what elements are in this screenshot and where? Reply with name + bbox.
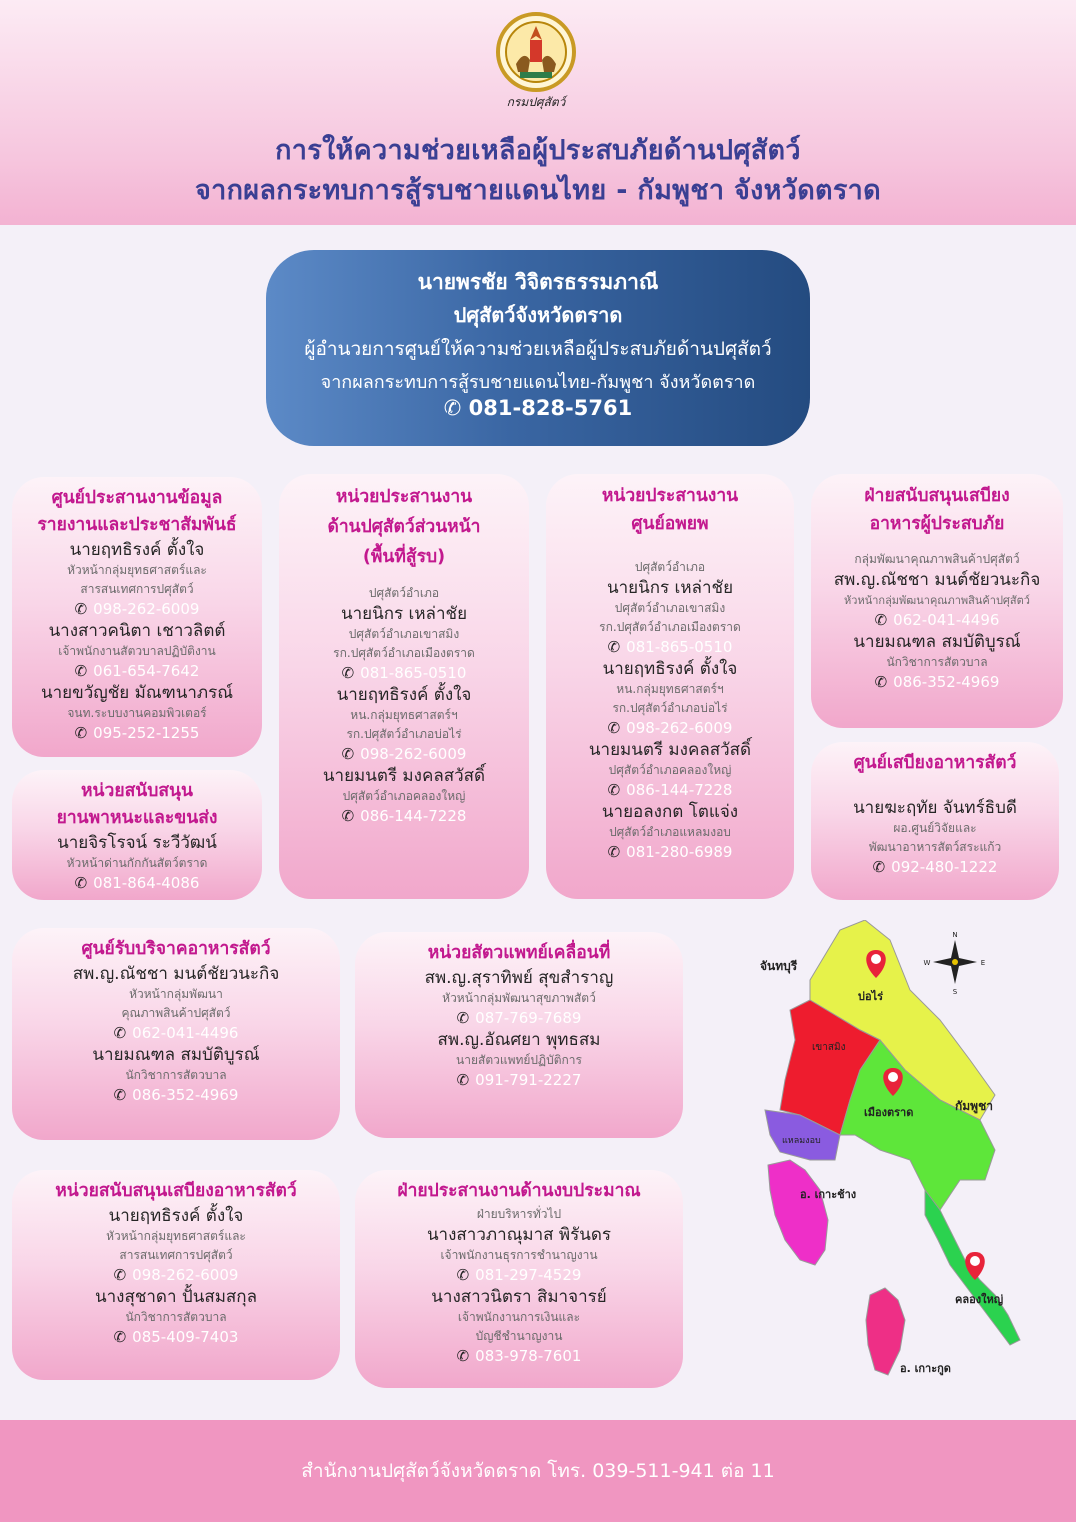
phone-link[interactable] [811, 610, 1063, 631]
director-description-2: จากผลกระทบการสู้รบชายแดนไทย-กัมพูชา จังหวัดตราด [320, 372, 756, 393]
phone-icon: ✆ [74, 600, 88, 618]
person-position: เจ้าพนักงานสัตวบาลปฏิบัติงาน [58, 644, 216, 658]
phone-link[interactable] [12, 1085, 340, 1106]
person-name: นายมณฑล สมบัติบูรณ์ [853, 632, 1021, 652]
person-position: รก.ปศุสัตว์อำเภอบ่อไร่ [612, 701, 728, 715]
person-name: นายจิรโรจน์ ระวีวัฒน์ [57, 833, 217, 853]
box-title [811, 750, 1059, 777]
map-label-kokut: อ. เกาะกูด [900, 1362, 951, 1375]
phone-link[interactable] [811, 672, 1063, 693]
phone-link[interactable] [12, 723, 262, 744]
map-label-laemngop: แหลมงอบ [782, 1136, 821, 1146]
box-title-line: หน่วยสนับสนุน [81, 781, 193, 801]
person-position: รก.ปศุสัตว์อำเภอบ่อไร่ [346, 727, 462, 741]
phone-icon: ✆ [74, 724, 88, 742]
person-position: หัวหน้าด่านกักกันสัตว์ตราด [66, 856, 208, 870]
animal-feed-support-box [12, 1170, 340, 1380]
person-position: จนท.ระบบงานคอมพิวเตอร์ [67, 706, 207, 720]
box-title [355, 940, 683, 967]
group-header: กลุ่มพัฒนาคุณภาพสินค้าปศุสัตว์ [854, 552, 1020, 566]
compass-n: N [952, 931, 958, 939]
spacer [546, 538, 794, 558]
phone-link[interactable] [355, 1070, 683, 1091]
box-title [355, 1178, 683, 1205]
phone-link[interactable] [279, 744, 529, 765]
phone-number: 098-262-6009 [132, 1266, 239, 1284]
phone-icon: ✆ [456, 1347, 470, 1365]
phone-link[interactable] [355, 1265, 683, 1286]
spacer [811, 538, 1063, 550]
director-card [266, 250, 810, 446]
phone-link[interactable] [279, 663, 529, 684]
phone-number: 098-262-6009 [360, 745, 467, 763]
person-position: นักวิชาการสัตวบาล [125, 1310, 227, 1324]
phone-icon: ✆ [874, 673, 888, 691]
phone-number: 087-769-7689 [475, 1009, 582, 1027]
person-position: หัวหน้ากลุ่มพัฒนาสุขภาพสัตว์ [442, 991, 596, 1005]
phone-icon: ✆ [341, 664, 355, 682]
phone-icon: ✆ [113, 1328, 127, 1346]
person-name: นายฤทธิรงค์ ตั้งใจ [336, 685, 472, 705]
map-label-mueang: เมืองตราด [864, 1106, 914, 1119]
trat-province-map [740, 920, 1060, 1390]
phone-number: 081-865-0510 [626, 638, 733, 656]
animal-feed-center-box [811, 742, 1059, 900]
phone-link[interactable] [12, 661, 262, 682]
phone-number: 095-252-1255 [93, 724, 200, 742]
phone-number: 086-352-4969 [893, 673, 1000, 691]
phone-icon: ✆ [113, 1086, 127, 1104]
box-title [546, 482, 794, 538]
map-label-khaosaming: เขาสมิง [812, 1042, 846, 1053]
person-name: นายฆะฤทัย จันทร์ธิบดี [853, 798, 1017, 818]
phone-link[interactable] [12, 873, 262, 894]
phone-icon: ✆ [443, 396, 462, 420]
map-label-borai: บ่อไร่ [858, 990, 884, 1003]
page-title-line1: การให้ความช่วยเหลือผู้ประสบภัยด้านปศุสัตว์ [275, 135, 801, 166]
spacer [811, 777, 1059, 797]
person-position: เจ้าพนักงานการเงินและ [457, 1310, 581, 1324]
phone-icon: ✆ [607, 843, 621, 861]
department-seal-logo [494, 10, 578, 112]
director-description-1: ผู้อำนวยการศูนย์ให้ความช่วยเหลือผู้ประสบภัยด้านปศุสัตว์ [304, 338, 772, 360]
phone-link[interactable] [546, 637, 794, 658]
box-title-line: หน่วยสัตวแพทย์เคลื่อนที่ [427, 943, 611, 963]
box-title-line: ฝ่ายประสานงานด้านงบประมาณ [397, 1181, 641, 1201]
phone-icon: ✆ [607, 781, 621, 799]
phone-link[interactable] [279, 806, 529, 827]
person-position: ปศุสัตว์อำเภอคลองใหญ่ [342, 789, 466, 803]
phone-number: 086-144-7228 [360, 807, 467, 825]
box-title [12, 936, 340, 963]
director-position: ปศุสัตว์จังหวัดตราด [453, 303, 623, 327]
phone-icon: ✆ [341, 745, 355, 763]
phone-icon: ✆ [872, 858, 886, 876]
map-label-chanthaburi: จันทบุรี [760, 959, 798, 973]
person-name: นางสาวภาณุมาส พิรันดร [426, 1225, 612, 1245]
map-label-kochang: อ. เกาะช้าง [800, 1188, 857, 1201]
phone-link[interactable] [12, 1265, 340, 1286]
person-name: นายมนตรี มงคลสวัสดิ์ [588, 740, 752, 760]
box-title-line: ศูนย์ประสานงานข้อมูล [51, 488, 223, 508]
map-label-cambodia: กัมพูชา [955, 1099, 993, 1113]
person-position: คุณภาพสินค้าปศุสัตว์ [121, 1006, 231, 1020]
map-svg [740, 920, 1060, 1390]
phone-link[interactable] [12, 599, 262, 620]
footer [0, 1420, 1076, 1522]
phone-link[interactable] [811, 857, 1059, 878]
phone-number: 081-864-4086 [93, 874, 200, 892]
person-position: หัวหน้ากลุ่มพัฒนาคุณภาพสินค้าปศุสัตว์ [844, 594, 1030, 607]
budget-coordination-box [355, 1170, 683, 1388]
person-position: เจ้าพนักงานธุรการชำนาญงาน [440, 1248, 598, 1262]
box-title-line: หน่วยสนับสนุนเสบียงอาหารสัตว์ [55, 1181, 297, 1201]
person-position: ปศุสัตว์อำเภอเขาสมิง [614, 601, 726, 615]
person-position: บัญชีชำนาญงาน [475, 1329, 563, 1343]
phone-number: 083-978-7601 [475, 1347, 582, 1365]
group-header: ปศุสัตว์อำเภอ [634, 560, 706, 574]
phone-icon: ✆ [456, 1266, 470, 1284]
person-name: นายมนตรี มงคลสวัสดิ์ [322, 766, 486, 786]
phone-number: 098-262-6009 [93, 600, 200, 618]
person-position: สารสนเทศการปศุสัตว์ [119, 1248, 233, 1262]
phone-number: 061-654-7642 [93, 662, 200, 680]
person-name: นางสาวนิตรา สิมาจารย์ [431, 1287, 607, 1307]
phone-icon: ✆ [74, 662, 88, 680]
person-position: หัวหน้ากลุ่มยุทธศาสตร์และ [67, 563, 207, 577]
person-position: ปศุสัตว์อำเภอเขาสมิง [348, 627, 460, 641]
mobile-vet-unit-box [355, 932, 683, 1138]
person-name: นายฤทธิรงค์ ตั้งใจ [69, 540, 205, 560]
box-title-line: ศูนย์เสบียงอาหารสัตว์ [853, 753, 1017, 773]
phone-link[interactable] [355, 1008, 683, 1029]
phone-link[interactable] [12, 1327, 340, 1348]
spacer [279, 572, 529, 584]
compass-e: E [980, 959, 986, 967]
person-name: นางสุชาดา ปั้นสมสกุล [95, 1287, 257, 1307]
phone-number: 092-480-1222 [891, 858, 998, 876]
phone-icon: ✆ [874, 611, 888, 629]
front-line-box [279, 474, 529, 899]
group-header: ปศุสัตว์อำเภอ [368, 586, 440, 600]
phone-link[interactable] [12, 1023, 340, 1044]
box-title-line: หน่วยประสานงาน [601, 486, 739, 506]
person-position: หัวหน้ากลุ่มพัฒนา [129, 987, 223, 1001]
person-name: นางสาวคนิตา เชาวลิตต์ [48, 621, 226, 641]
box-title-line: ศูนย์รับบริจาคอาหารสัตว์ [81, 939, 271, 959]
person-name: สพ.ญ.สุราทิพย์ สุขสำราญ [424, 968, 614, 988]
box-title-line: หน่วยประสานงาน [335, 487, 473, 507]
person-position: หัวหน้ากลุ่มยุทธศาสตร์และ [106, 1229, 246, 1243]
person-position: ปศุสัตว์อำเภอแหลมงอบ [609, 825, 731, 839]
person-name: นายฤทธิรงค์ ตั้งใจ [108, 1206, 244, 1226]
phone-number: 081-297-4529 [475, 1266, 582, 1284]
group-header: ฝ่ายบริหารทั่วไป [476, 1207, 562, 1221]
phone-number: 081-865-0510 [360, 664, 467, 682]
phone-number: 091-791-2227 [475, 1071, 582, 1089]
box-title [12, 485, 262, 539]
person-position: สารสนเทศการปศุสัตว์ [80, 582, 194, 596]
director-name: นายพรชัย วิจิตรธรรมภาณี [417, 270, 659, 294]
box-title [12, 1178, 340, 1205]
victim-food-support-box [811, 474, 1063, 728]
donation-center-box [12, 928, 340, 1140]
director-phone-number: 081-828-5761 [468, 396, 633, 420]
person-position: นักวิชาการสัตวบาล [125, 1068, 227, 1082]
person-position: รก.ปศุสัตว์อำเภอเมืองตราด [599, 620, 741, 634]
map-label-klongyai: คลองใหญ่ [955, 1293, 1004, 1306]
person-position: รก.ปศุสัตว์อำเภอเมืองตราด [333, 646, 475, 660]
phone-number: 086-144-7228 [626, 781, 733, 799]
person-name: นายมณฑล สมบัติบูรณ์ [92, 1045, 260, 1065]
phone-icon: ✆ [456, 1071, 470, 1089]
box-title [279, 482, 529, 572]
director-phone[interactable] [266, 396, 810, 420]
phone-link[interactable] [546, 780, 794, 801]
box-title-line: ยานพาหนะและขนส่ง [56, 808, 218, 828]
info-center-box [12, 477, 262, 757]
page-title-line2: จากผลกระทบการสู้รบชายแดนไทย - กัมพูชา จังหวัดตราด [195, 175, 881, 206]
box-title [12, 778, 262, 832]
phone-number: 062-041-4496 [893, 611, 1000, 629]
person-name: สพ.ญ.อัณศยา พุทธสม [437, 1030, 601, 1050]
phone-icon: ✆ [113, 1266, 127, 1284]
phone-number: 085-409-7403 [132, 1328, 239, 1346]
phone-link[interactable] [546, 842, 794, 863]
phone-link[interactable] [355, 1346, 683, 1367]
person-position: นายสัตวแพทย์ปฏิบัติการ [456, 1053, 582, 1067]
phone-icon: ✆ [74, 874, 88, 892]
evacuation-box [546, 474, 794, 899]
box-title-line: รายงานและประชาสัมพันธ์ [37, 515, 237, 535]
compass-icon [924, 931, 986, 996]
map-region-kochang [768, 1160, 828, 1265]
person-name: นายอลงกต โตแจ่ง [601, 802, 739, 822]
person-position: นักวิชาการสัตวบาล [886, 655, 988, 669]
compass-w: W [923, 959, 931, 967]
person-name: สพ.ญ.ณัชชา มนต์ชัยวนะกิจ [72, 964, 280, 984]
person-position: พัฒนาอาหารสัตว์สระแก้ว [868, 840, 1002, 854]
compass-s: S [952, 988, 958, 996]
person-position: หน.กลุ่มยุทธศาสตร์ฯ [616, 682, 724, 696]
person-name: นายขวัญชัย มัณฑนาภรณ์ [40, 683, 234, 703]
footer-contact: สำนักงานปศุสัตว์จังหวัดตราด โทร. 039-511-941 ต่อ 11 [301, 1460, 775, 1482]
phone-number: 098-262-6009 [626, 719, 733, 737]
person-position: หน.กลุ่มยุทธศาสตร์ฯ [350, 708, 458, 722]
box-title-line: ศูนย์อพยพ [631, 514, 709, 534]
box-title-line: ฝ่ายสนับสนุนเสบียง [864, 486, 1010, 506]
person-name: นายฤทธิรงค์ ตั้งใจ [602, 659, 738, 679]
phone-link[interactable] [546, 718, 794, 739]
phone-number: 086-352-4969 [132, 1086, 239, 1104]
phone-icon: ✆ [607, 638, 621, 656]
phone-number: 062-041-4496 [132, 1024, 239, 1042]
box-title-line: อาหารผู้ประสบภัย [869, 514, 1005, 534]
box-title-line: ด้านปศุสัตว์ส่วนหน้า [327, 517, 481, 537]
person-name: สพ.ญ.ณัชชา มนต์ชัยวนะกิจ [833, 570, 1041, 590]
phone-icon: ✆ [607, 719, 621, 737]
person-position: ปศุสัตว์อำเภอคลองใหญ่ [608, 763, 732, 777]
box-title-line: (พื้นที่สู้รบ) [362, 547, 446, 567]
phone-icon: ✆ [341, 807, 355, 825]
logo-caption: กรมปศุสัตว์ [506, 95, 566, 109]
transport-box [12, 770, 262, 900]
box-title [811, 482, 1063, 538]
phone-icon: ✆ [113, 1024, 127, 1042]
phone-number: 081-280-6989 [626, 843, 733, 861]
header-banner [0, 0, 1076, 225]
person-name: นายนิกร เหล่าชัย [340, 604, 468, 624]
person-position: ผอ.ศูนย์วิจัยและ [893, 821, 977, 835]
person-name: นายนิกร เหล่าชัย [606, 578, 734, 598]
phone-icon: ✆ [456, 1009, 470, 1027]
